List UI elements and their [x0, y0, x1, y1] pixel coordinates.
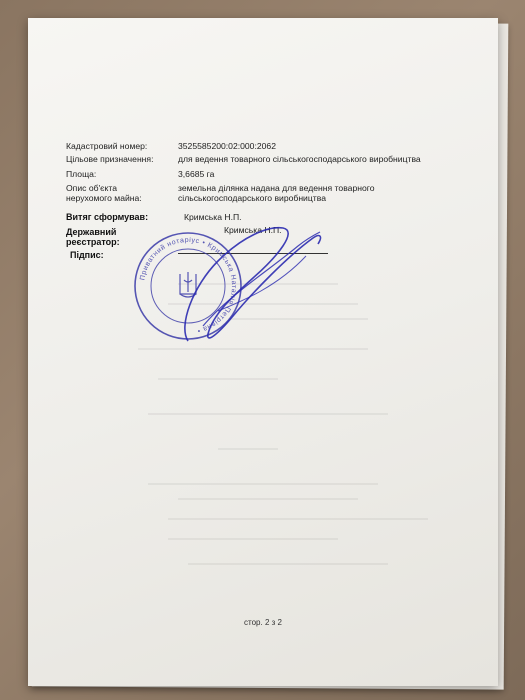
purpose-label: Цільове призначення:: [66, 154, 154, 164]
svg-text:Приватний нотаріус • Кримська: Приватний нотаріус • Кримська Наталія Петрівна •: [139, 236, 238, 335]
bleed-through-line: [218, 448, 278, 450]
formed-by-value: Кримська Н.П.: [184, 212, 242, 222]
registrar-label-line1: Державний: [66, 227, 117, 237]
cadastral-number-label: Кадастровий номер:: [66, 141, 148, 151]
bleed-through-line: [148, 483, 378, 485]
area-label: Площа:: [66, 169, 97, 179]
page-number: стор. 2 з 2: [244, 618, 282, 627]
formed-by-label: Витяг сформував:: [66, 212, 149, 222]
bleed-through-line: [148, 413, 388, 415]
property-description-value-line2: сільськогосподарського виробництва: [178, 193, 326, 203]
property-description-label-line2: нерухомого майна:: [66, 193, 142, 203]
registrar-value: Кримська Н.П.: [224, 225, 282, 235]
registrar-label-line2: реєстратор:: [66, 237, 120, 247]
signature-label: Підпис:: [70, 250, 104, 260]
cadastral-number-value: 3525585200:02:000:2062: [178, 141, 276, 151]
property-description-value-line1: земельна ділянка надана для ведення товарного: [178, 183, 375, 193]
handwritten-signature: [148, 216, 338, 356]
document-page: [28, 18, 498, 686]
bleed-through-line: [158, 378, 278, 380]
bleed-through-line: [178, 498, 358, 500]
bleed-through-line: [168, 538, 338, 540]
bleed-through-line: [168, 518, 428, 520]
bleed-through-line: [188, 563, 388, 565]
purpose-value: для ведення товарного сільськогосподарського виробництва: [178, 154, 421, 164]
area-value: 3,6685 га: [178, 169, 215, 179]
property-description-label-line1: Опис об'єкта: [66, 183, 118, 193]
